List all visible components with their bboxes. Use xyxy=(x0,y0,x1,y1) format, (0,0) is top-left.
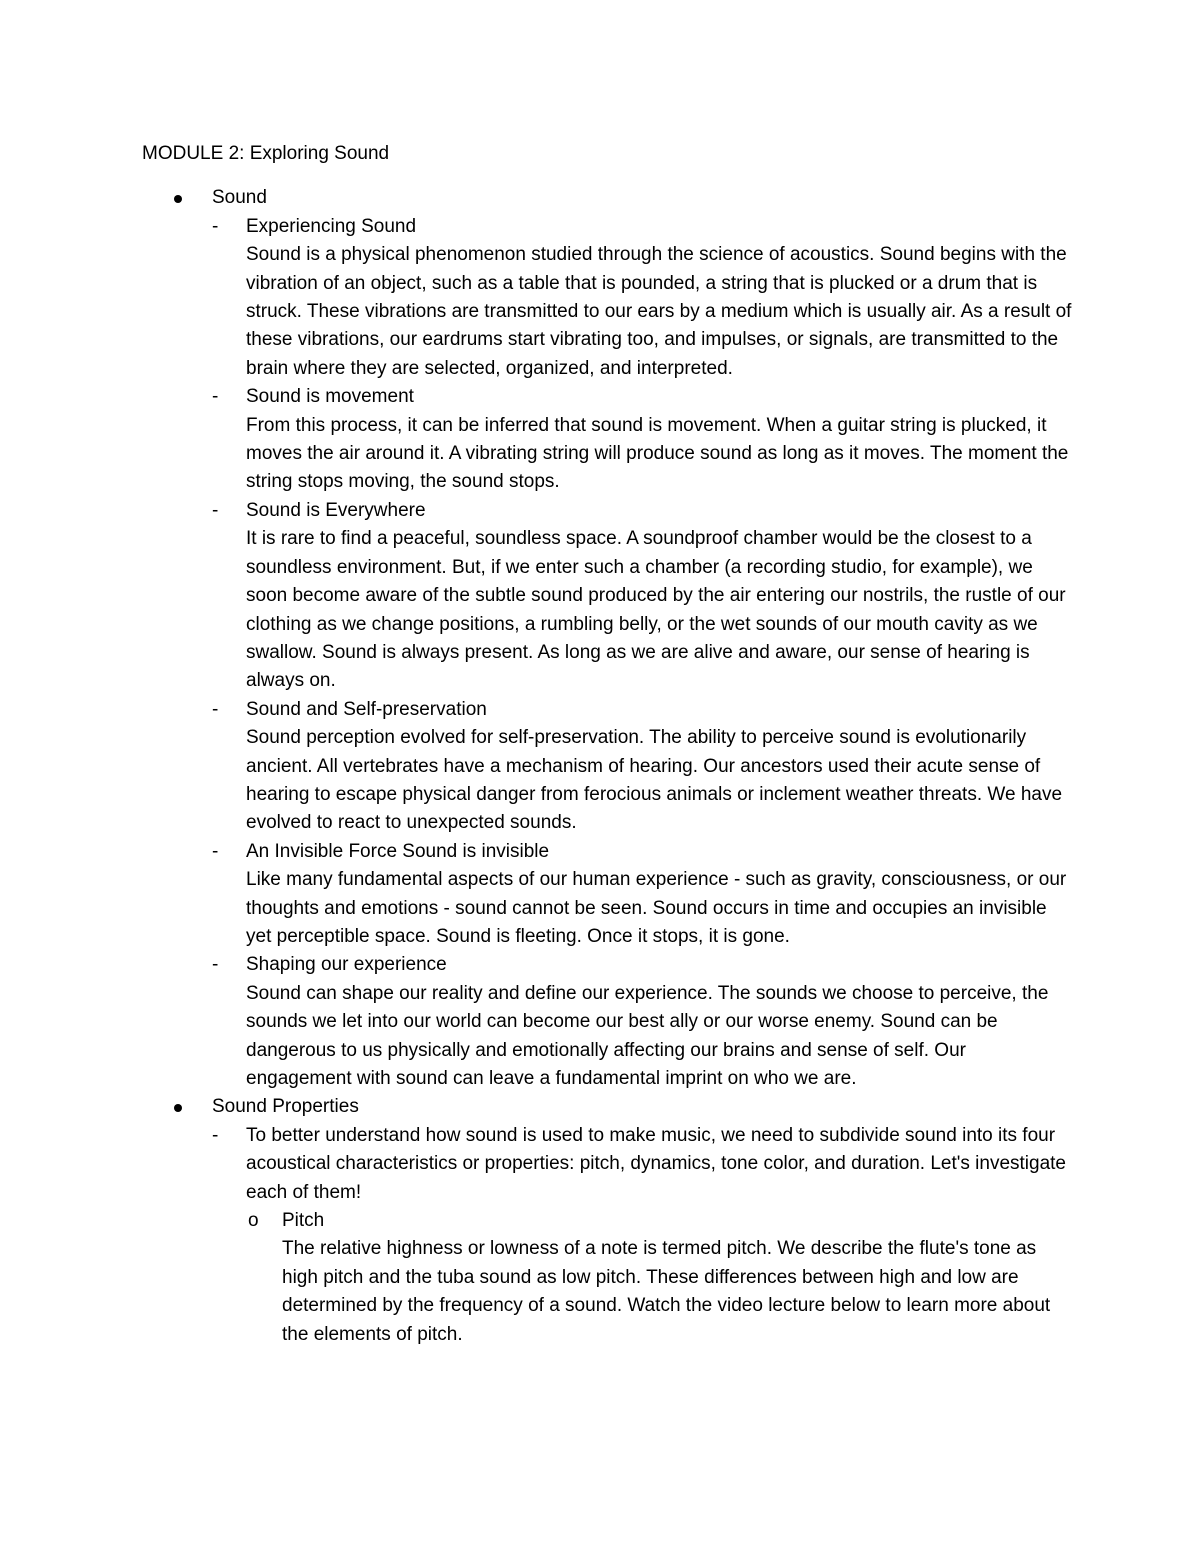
list-item xyxy=(142,838,1072,952)
circle-icon: o xyxy=(248,1210,259,1232)
item-text: Sound is a physical phenomenon studied through the science of acoustics. Sound begins with the vibration of an object, such as a table that is pounded, a string that is plucked or a drum that is struck. These vibrations are transmitted to our ears by a medium which is usually air. As a result of these vibrations, our eardrums start vibrating too, and impulses, or signals, are transmitted to the brain where they are selected, organized, and interpreted. xyxy=(246,244,1072,379)
dash-icon: - xyxy=(212,698,219,720)
list-item xyxy=(142,383,1072,497)
list-item xyxy=(142,696,1072,838)
item-text: It is rare to find a peaceful, soundless space. A soundproof chamber would be the closest to a soundless environment. But, if we enter such a chamber (a recording studio, for example), we soon become aware of the subtle sound produced by the air entering our nostrils, the rustle of our clothing as we change positions, a rumbling belly, or the wet sounds of our mouth cavity as we swallow. Sound is always present. As long as we are alive and aware, our sense of hearing is always on. xyxy=(246,528,1066,692)
list-item xyxy=(142,1122,1072,1207)
item-text: Sound can shape our reality and define our experience. The sounds we choose to perceive, the sounds we let into our world can become our best ally or our worse enemy. Sound can be dangerous to us physically and emotionally affecting our brains and sense of self. Our engagement with sound can leave a fundamental imprint on who we are. xyxy=(246,982,1049,1089)
dash-icon: - xyxy=(212,840,219,862)
document-content xyxy=(142,140,1072,1349)
bullet-icon xyxy=(174,195,182,203)
section-sound xyxy=(142,184,1072,212)
item-text: Sound perception evolved for self-preservation. The ability to perceive sound is evolutionarily ancient. All vertebrates have a mechanism of hearing. Our ancestors used their acute sense of hearing to escape physical danger from ferocious animals or inclement weather threats. We have evolved to react to unexpected sounds. xyxy=(246,727,1063,834)
item-heading: Sound is Everywhere xyxy=(246,499,426,521)
list-item xyxy=(142,213,1072,383)
sub-list-item xyxy=(142,1207,1072,1349)
list-item xyxy=(142,497,1072,696)
section-sound-properties xyxy=(142,1093,1072,1121)
item-heading: An Invisible Force Sound is invisible xyxy=(246,840,550,862)
section-heading: Sound xyxy=(212,187,267,209)
item-heading: Sound is movement xyxy=(246,386,414,408)
list-item xyxy=(142,951,1072,1093)
dash-icon: - xyxy=(212,954,219,976)
subitem-text: The relative highness or lowness of a note is termed pitch. We describe the flute's tone as high pitch and the tuba sound as low pitch. These differences between high and low are determined by the frequency of a sound. Watch the video lecture below to learn more about the elements of pitch. xyxy=(282,1238,1051,1345)
item-text: Like many fundamental aspects of our human experience - such as gravity, consciousness, or our thoughts and emotions - sound cannot be seen. Sound occurs in time and occupies an invisible yet perceptible space. Sound is fleeting. Once it stops, it is gone. xyxy=(246,869,1067,947)
dash-icon: - xyxy=(212,386,219,408)
item-text: To better understand how sound is used to make music, we need to subdivide sound into its four acoustical characteristics or properties: pitch, dynamics, tone color, and duration. Let's investigate each of them! xyxy=(246,1124,1066,1203)
page-title: MODULE 2: Exploring Sound xyxy=(142,143,390,164)
dash-icon: - xyxy=(212,499,219,521)
bullet-icon xyxy=(174,1104,182,1112)
dash-icon: - xyxy=(212,215,219,237)
subitem-heading: Pitch xyxy=(282,1210,325,1232)
section-heading: Sound Properties xyxy=(212,1096,359,1118)
item-heading: Shaping our experience xyxy=(246,954,447,976)
item-text: From this process, it can be inferred that sound is movement. When a guitar string is plucked, it moves the air around it. A vibrating string will produce sound as long as it moves. The moment the string stops moving, the sound stops. xyxy=(246,414,1069,493)
item-heading: Experiencing Sound xyxy=(246,215,417,237)
dash-icon: - xyxy=(212,1124,219,1146)
item-heading: Sound and Self-preservation xyxy=(246,698,487,720)
